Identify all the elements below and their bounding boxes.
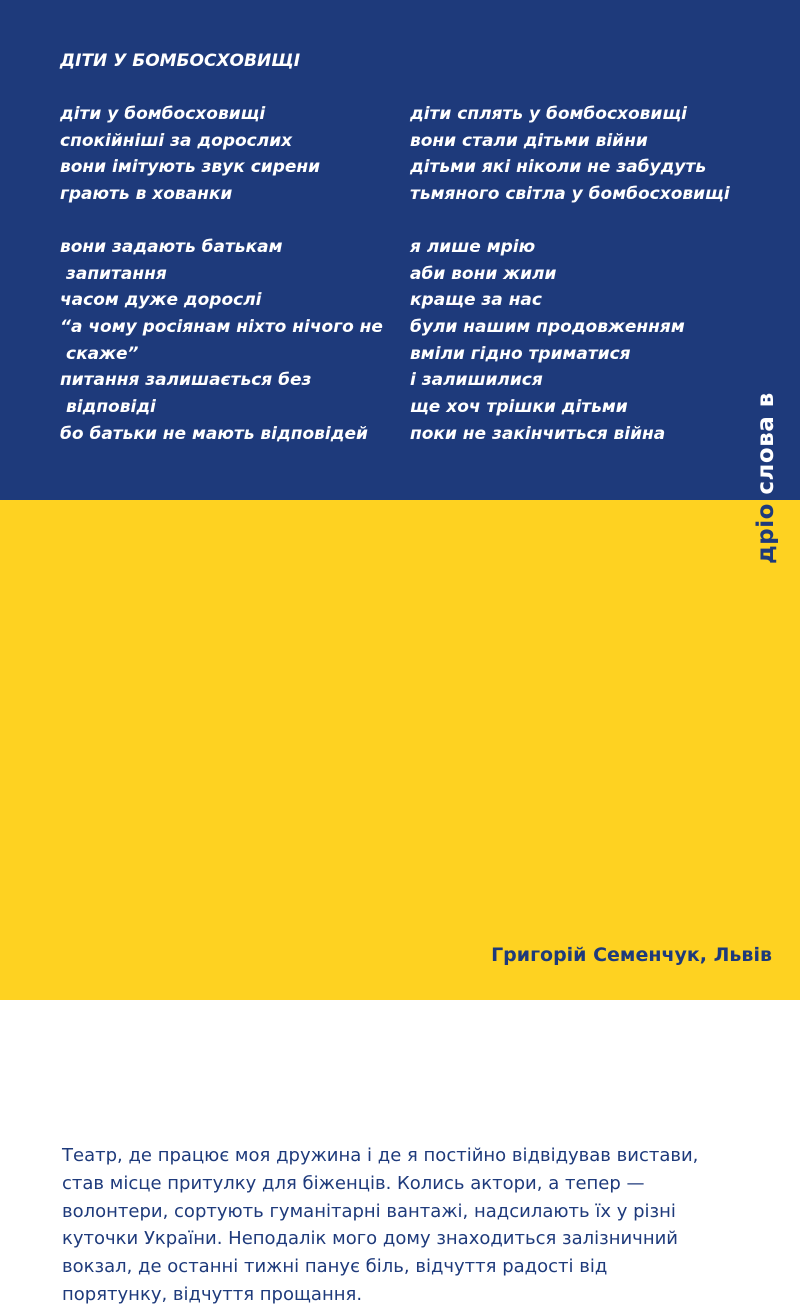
stanza-4	[410, 234, 685, 448]
poem-line: відповіді	[66, 397, 156, 418]
poem-line: запитання	[66, 263, 167, 284]
prose-paragraph	[62, 1142, 762, 1309]
poem-line: грають в хованки	[60, 184, 233, 205]
poem-line: вміли гідно триматися	[410, 343, 631, 364]
prose-line: куточки України. Неподалік мого дому знаходиться залізничний	[62, 1228, 678, 1250]
poem-line: діти сплять у бомбосховищі	[410, 104, 687, 124]
poem-line: вони імітують звук сирени	[60, 157, 321, 178]
poem-line: спокійніші за дорослих	[60, 130, 293, 151]
poem-title: ДІТИ У БОМБОСХОВИЩІ	[60, 51, 301, 71]
poem-line: були нашим продовженням	[410, 317, 685, 338]
brand-logo	[751, 392, 781, 564]
yellow-panel	[0, 500, 800, 1305]
poem-line: вони задають батькам	[60, 237, 283, 257]
poem-line: дітьми які ніколи не забудуть	[410, 157, 707, 178]
poem-line: діти у бомбосховищі	[60, 104, 266, 124]
prose-line: волонтери, сортують гуманітарні вантажі, надсилають їх у різні	[62, 1200, 676, 1222]
poem-line: я лише мрію	[410, 237, 536, 257]
logo-part-b: слова в	[753, 392, 779, 495]
poem-line: “а чому росіянам ніхто нічого не	[60, 317, 383, 338]
stanza-3	[410, 101, 730, 208]
poem-line: бо батьки не мають відповідей	[60, 423, 368, 444]
poem-line: питання залишається без	[60, 370, 312, 391]
poem-line: часом дуже дорослі	[60, 290, 262, 311]
prose-line: Театр, де працює моя дружина і де я постійно відвідував вистави,	[62, 1145, 699, 1166]
logo-part-a: дріо	[753, 503, 779, 564]
poem-line: скаже”	[66, 343, 139, 364]
stanza-2	[60, 234, 383, 448]
poem-line: краще за нас	[410, 290, 542, 311]
prose-line: порятунку, відчуття прощання.	[62, 1283, 363, 1305]
poem-line: і залишилися	[410, 370, 543, 391]
author-signature: Григорій Семенчук, Львів	[491, 944, 772, 966]
poem-line: вони стали дітьми війни	[410, 130, 648, 151]
poem-line: ще хоч трішки дітьми	[410, 397, 628, 418]
prose-line: став місце притулку для біженців. Колись актори, а тепер —	[62, 1172, 645, 1194]
poem-line: тьмяного світла у бомбосховищі	[410, 184, 730, 205]
stanza-1	[60, 101, 320, 208]
poem-line: аби вони жили	[410, 263, 557, 284]
blue-panel	[0, 0, 800, 500]
prose-line: вокзал, де останні тижні панує біль, відчуття радості від	[62, 1256, 608, 1278]
poem-line: поки не закінчиться війна	[410, 423, 666, 444]
